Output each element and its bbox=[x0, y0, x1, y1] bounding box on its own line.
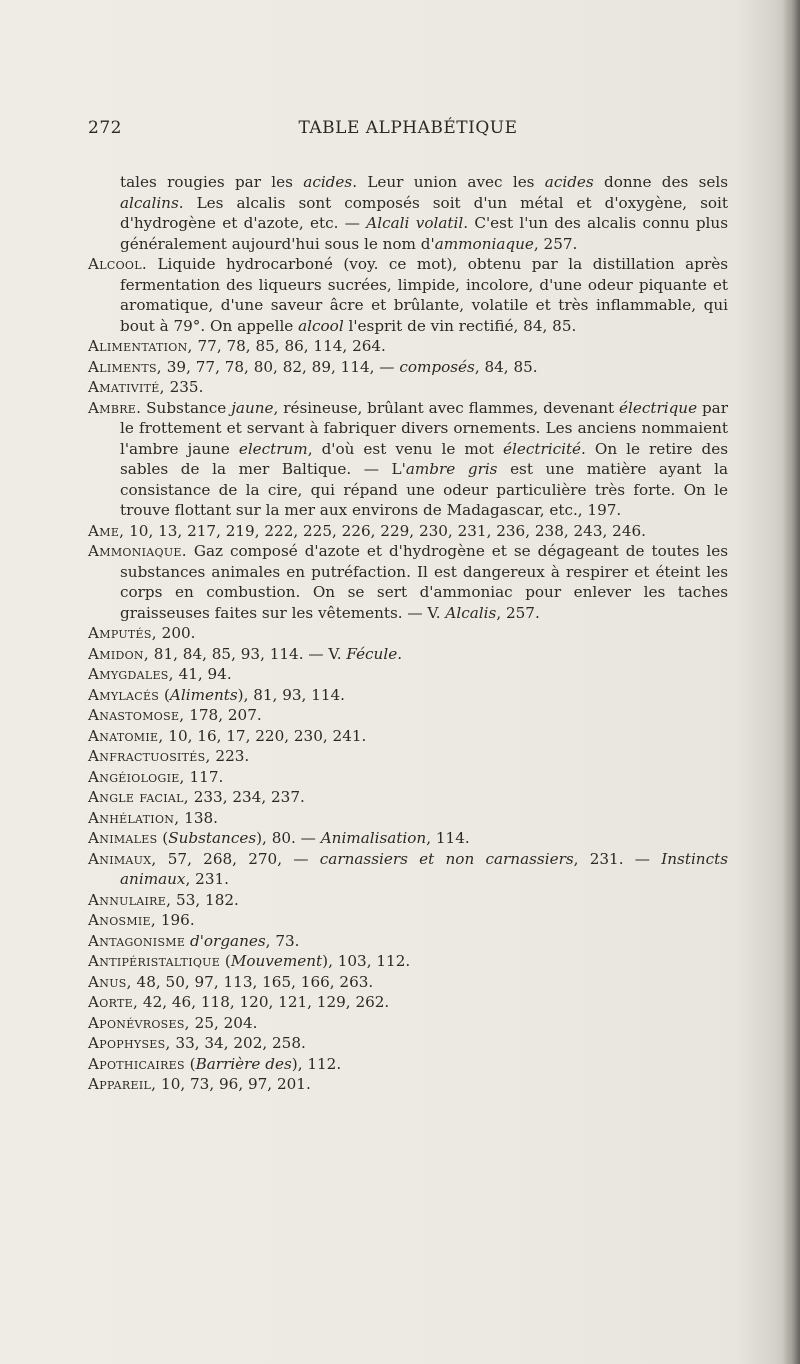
entry-anastomose: Anastomose, 178, 207. bbox=[88, 706, 262, 724]
headword: Appareil, bbox=[88, 1075, 157, 1093]
index-body bbox=[88, 172, 728, 1095]
entry-antiperistaltique: Antipéristaltique (Mouvement), 103, 112. bbox=[88, 952, 411, 970]
headword: Angle facial, bbox=[88, 788, 189, 806]
entry-animaux: Animaux, 57, 268, 270, — carnassiers et non carnassiers, 231. — Instincts animaux, 231. bbox=[88, 849, 728, 888]
entry-alimentation: Alimentation, 77, 78, 85, 86, 114, 264. bbox=[88, 337, 386, 355]
headword: Aponévroses, bbox=[88, 1013, 190, 1032]
entry-amylaces: Amylacés (Aliments), 81, 93, 114. bbox=[88, 685, 346, 704]
headword: Antagonisme bbox=[88, 931, 186, 950]
headword: Alcool. bbox=[88, 255, 147, 273]
entry-anosmie: Anosmie, 196. bbox=[88, 911, 195, 929]
entry-ammoniaque: Ammoniaque. Gaz composé d'azote et d'hydrogène et se dégageant de toutes les substances animales en putréfaction. Il est dangereux à respirer et éteint les corps en combustion. On se sert d'ammoniac pour enlever les taches graisseuses faites sur les vêtements. — V. Alcalis, 257. bbox=[88, 542, 728, 622]
headword: Anatomie, bbox=[88, 726, 164, 745]
running-title: TABLE ALPHABÉTIQUE bbox=[298, 118, 518, 138]
entry-anhelation: Anhélation, 138. bbox=[88, 808, 218, 827]
page-gutter-shadow bbox=[782, 0, 800, 1364]
headword: Aliments, bbox=[88, 357, 162, 376]
entry-anatomie: Anatomie, 10, 16, 17, 220, 230, 241. bbox=[88, 726, 367, 745]
headword: Aorte, bbox=[88, 993, 139, 1011]
headword: Amativité, bbox=[88, 378, 165, 396]
entry-animales: Animales (Substances), 80. — Animalisation, 114. bbox=[88, 829, 470, 847]
headword: Anhélation, bbox=[88, 808, 180, 827]
headword: Amygdales, bbox=[88, 665, 174, 683]
entry-amativite: Amativité, 235. bbox=[88, 378, 204, 396]
entry-aponevroses: Aponévroses, 25, 204. bbox=[88, 1013, 258, 1032]
headword: Animaux, bbox=[88, 849, 157, 868]
entry-angeiologie: Angéiologie, 117. bbox=[88, 767, 224, 786]
headword: Ambre. bbox=[88, 398, 142, 417]
headword: Anosmie, bbox=[88, 911, 157, 929]
entry-amputes: Amputés, 200. bbox=[88, 624, 196, 642]
entry-anfractuosites: Anfractuosités, 223. bbox=[88, 747, 250, 765]
entry-angle-facial: Angle facial, 233, 234, 237. bbox=[88, 788, 305, 806]
headword: Apothicaires bbox=[88, 1054, 185, 1073]
entry-apothicaires: Apothicaires (Barrière des), 112. bbox=[88, 1054, 342, 1073]
entry-apophyses: Apophyses, 33, 34, 202, 258. bbox=[88, 1034, 306, 1052]
page-header bbox=[88, 118, 728, 142]
entry-amygdales: Amygdales, 41, 94. bbox=[88, 665, 232, 683]
entry-continuation: tales rougies par les acides. Leur union avec les acides donne des sels alcalins. Les alcalis sont composés soit d'un métal et d'oxygène, soit d'hydrogène et d'azote, etc. — Alcali volatil. C'est l'un des alcalis connu plus généralement aujourd'hui sous le nom d'ammoniaque, 257. bbox=[120, 173, 728, 253]
headword: Amputés, bbox=[88, 624, 157, 642]
headword: Anfractuosités, bbox=[88, 747, 211, 765]
headword: Alimentation, bbox=[88, 337, 193, 355]
headword: Anastomose, bbox=[88, 706, 185, 724]
entry-amidon: Amidon, 81, 84, 85, 93, 114. — V. Fécule. bbox=[88, 644, 403, 663]
entry-antagonisme: Antagonisme d'organes, 73. bbox=[88, 931, 300, 950]
page-number: 272 bbox=[88, 118, 122, 138]
headword: Anus, bbox=[88, 972, 132, 991]
headword: Antipéristaltique bbox=[88, 952, 221, 970]
headword: Angéiologie, bbox=[88, 767, 185, 786]
headword: Ame, bbox=[88, 521, 125, 540]
entry-ame: Ame, 10, 13, 217, 219, 222, 225, 226, 229, 230, 231, 236, 238, 243, 246. bbox=[88, 521, 646, 540]
entry-aorte: Aorte, 42, 46, 118, 120, 121, 129, 262. bbox=[88, 993, 390, 1011]
headword: Amidon, bbox=[88, 644, 149, 663]
entry-annulaire: Annulaire, 53, 182. bbox=[88, 890, 239, 909]
headword: Amylacés bbox=[88, 685, 160, 704]
entry-ambre: Ambre. Substance jaune, résineuse, brûlant avec flammes, devenant électrique par le frottement et servant à fabriquer divers ornements. Les anciens nommaient l'ambre jaune electrum, d'où est venu le mot électricité. On le retire des sables de la mer Baltique. — L'ambre gris est une matière ayant la consistance de la cire, qui répand une odeur particulière très forte. On le trouve flottant sur la mer aux environs de Madagascar, etc., 197. bbox=[88, 398, 729, 519]
entry-alcool: Alcool. Liquide hydrocarboné (voy. ce mot), obtenu par la distillation après fermentation des liqueurs sucrées, limpide, incolore, d'une odeur piquante et aromatique, d'une saveur âcre et brûlante, volatile et très inflammable, qui bout à 79°. On appelle alcool l'esprit de vin rectifié, 84, 85. bbox=[88, 255, 728, 335]
entry-aliments: Aliments, 39, 77, 78, 80, 82, 89, 114, — composés, 84, 85. bbox=[88, 357, 538, 376]
entry-appareil: Appareil, 10, 73, 96, 97, 201. bbox=[88, 1075, 311, 1093]
headword: Ammoniaque. bbox=[88, 542, 187, 560]
entry-anus: Anus, 48, 50, 97, 113, 165, 166, 263. bbox=[88, 972, 374, 991]
headword: Annulaire, bbox=[88, 890, 172, 909]
headword: Animales bbox=[88, 829, 158, 847]
headword: Apophyses, bbox=[88, 1034, 171, 1052]
